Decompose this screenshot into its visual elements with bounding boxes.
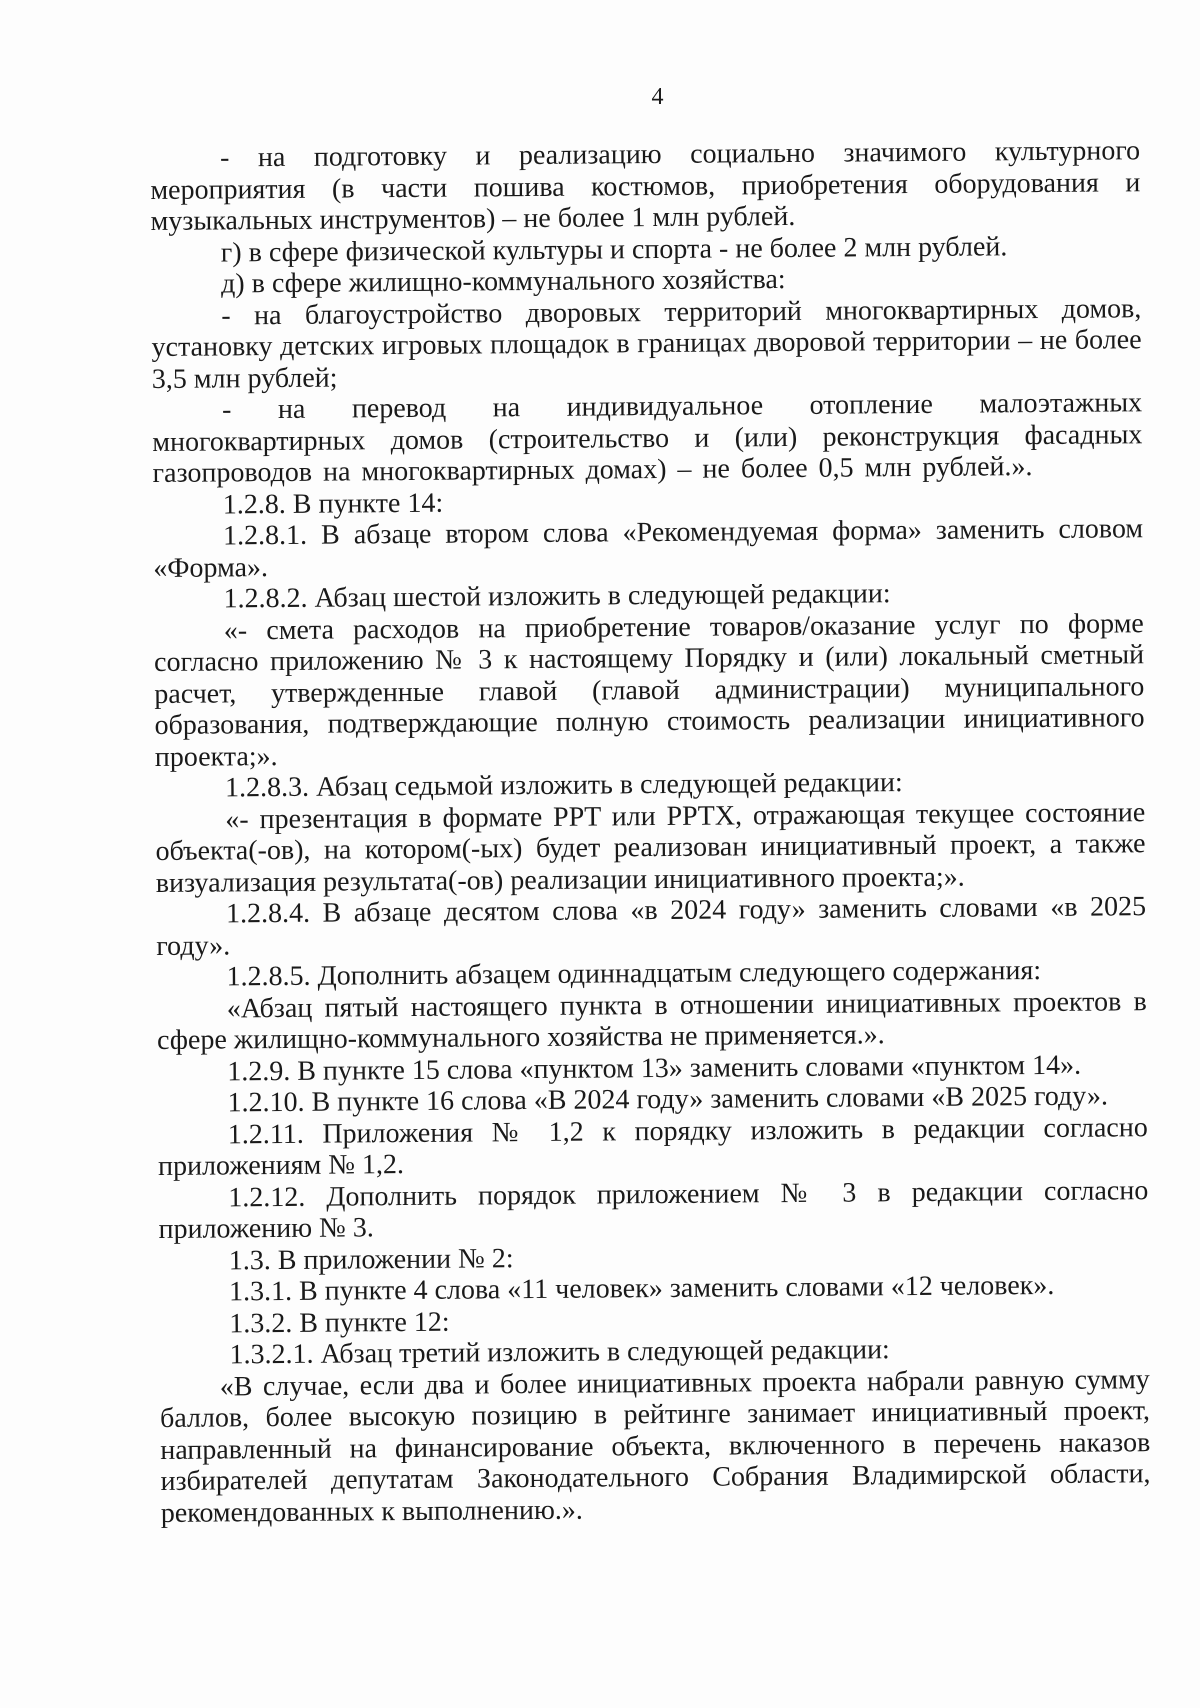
paragraph-1-3: 1.3. В приложении № 2: [228,1242,514,1276]
paragraph-yard-improvement: - на благоустройство дворовых территорий многоквартирных домов, установку детских игровых площадок в границах дворовой территории – не более 3,5 млн рублей; [151,292,1142,395]
paragraph-culture-event: - на подготовку и реализацию социально значимого культурного мероприятия (в части пошива костюмов, приобретения оборудования и музыкальных инструментов) – не более 1 млн рублей. [150,135,1141,237]
paragraph-1-2-9: 1.2.9. В пункте 15 слова «пунктом 13» заменить словами «пунктом 14». [227,1049,1082,1087]
paragraph-housing: д) в сфере жилищно-коммунального хозяйства: [220,264,786,300]
document-body [150,135,1151,1529]
paragraph-1-2-8-4: 1.2.8.4. В абзаце десятом слова «в 2024 году» заменить словами «в 2025 году». [156,891,1147,962]
paragraph-sport: г) в сфере физической культуры и спорта - не более 2 млн рублей. [220,230,1008,268]
paragraph-presentation: «- презентация в формате PPT или PPTX, отражающая текущее состояние объекта(-ов), на котором(-ых) будет реализован инициативный проект, а также визуализация результата(-ов) реализации инициативного проекта;». [155,796,1146,899]
paragraph-1-2-11: 1.2.11. Приложения № 1,2 к порядку изложить в редакции согласно приложениям № 1,2. [157,1111,1148,1182]
paragraph-1-3-1: 1.3.1. В пункте 4 слова «11 человек» заменить словами «12 человек». [228,1269,1055,1308]
paragraph-1-3-2: 1.3.2. В пункте 12: [229,1306,450,1339]
paragraph-1-2-8-2: 1.2.8.2. Абзац шестой изложить в следующей редакции: [223,578,891,615]
paragraph-rating: «В случае, если два и более инициативных проекта набрали равную сумму баллов, более высокую позицию в рейтинге занимает инициативный проект, направленный на финансирование объекта, включенного в перечень наказов избирателей депутатам Законодательного Собрания Владимирской области, рекомендованных к выполнению.». [159,1363,1151,1529]
paragraph-1-2-8: 1.2.8. В пункте 14: [222,487,444,520]
paragraph-paragraph-five: «Абзац пятый настоящего пункта в отношении инициативных проектов в сфере жилищно-коммунального хозяйства не применяется.». [156,985,1147,1056]
paragraph-1-2-8-1: 1.2.8.1. В абзаце втором слова «Рекомендуемая форма» заменить словом «Форма». [153,513,1144,584]
paragraph-1-2-8-3: 1.2.8.3. Абзац седьмой изложить в следующей редакции: [224,767,903,804]
page-number: 4 [651,84,664,110]
paragraph-1-3-2-1: 1.3.2.1. Абзац третий изложить в следующей редакции: [229,1334,890,1371]
paragraph-1-2-12: 1.2.12. Дополнить порядок приложением № 3 в редакции согласно приложению № 3. [158,1174,1149,1245]
paragraph-estimate: «- смета расходов на приобретение товаров/оказание услуг по форме согласно приложению № 3 к настоящему Порядку и (или) локальный сметный расчет, утвержденные главой (главой администрации) муниципального образования, подтверждающие полную стоимость реализации инициативного проекта;». [153,607,1145,773]
paragraph-1-2-8-5: 1.2.8.5. Дополнить абзацем одиннадцатым следующего содержания: [226,955,1042,993]
paragraph-heating: - на перевод на индивидуальное отопление малоэтажных многоквартирных домов (строительство и (или) реконструкция фасадных газопроводов на многоквартирных домах) – не более 0,5 млн рублей.». [152,387,1143,489]
paragraph-1-2-10: 1.2.10. В пункте 16 слова «В 2024 году» заменить словами «В 2025 году». [227,1080,1109,1119]
